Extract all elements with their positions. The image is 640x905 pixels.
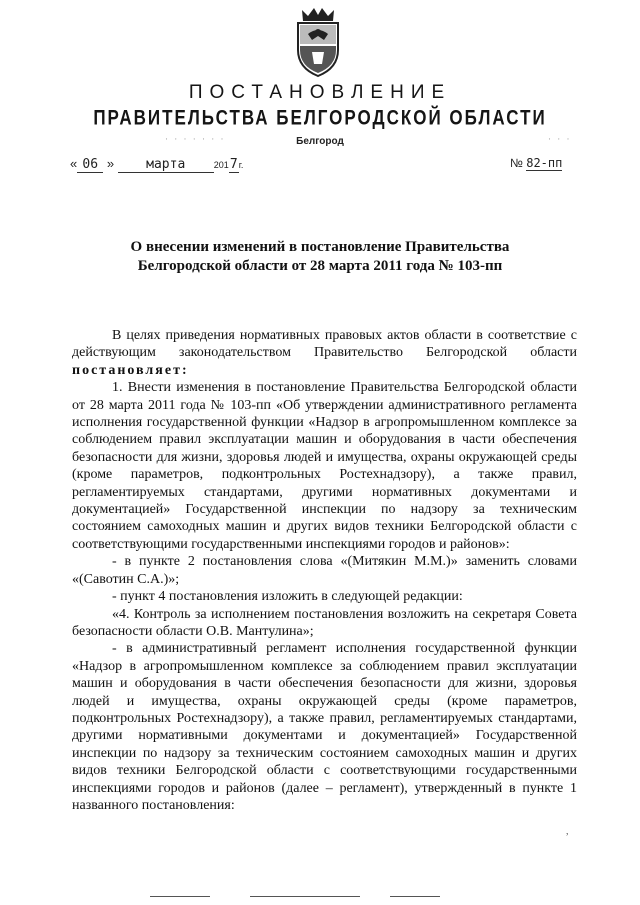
paragraph-1: 1. Внести изменения в постановление Правительства Белгородской области от 28 марта 2011 года № 103-пп «Об утверждении административного регламента исполнения государственной функции «Надзор в агропромышленном комплексе за соблюдением правил эксплуатации машин и оборудования в части обеспечения безопасности для жизни, здоровья людей и имущества, охраны окружающей среды (кроме параметров, подконтрольных Ростехнадзору), а также правил, регламентируемых стандартами, другими нормативных документами и документацией» Государственной инспекции по надзору за техническим состоянием самоходных машин и других видов техники Белгородской области с соответствующими государственными инспекциями городов и районов»:: [72, 380, 577, 552]
number-value: 82-пп: [526, 156, 563, 170]
paragraph-4: «4. Контроль за исполнением постановления возложить на секретаря Совета безопасности области О.В. Мантулина»;: [72, 606, 577, 639]
preamble: [72, 327, 577, 379]
date-quote-open: «: [70, 156, 78, 171]
decrees-word: постановляет:: [72, 362, 189, 378]
subject-line-2: Белгородской области от 28 марта 2011 года № 103-пп: [137, 258, 503, 274]
scan-artifact: · · ·: [548, 134, 572, 144]
subject-line-1: О внесении изменений в постановление Правительства: [130, 239, 510, 255]
city-name: Белгород: [296, 136, 344, 147]
footer-rule: [390, 896, 440, 897]
paragraph-2: - в пункте 2 постановления слова «(Митякин М.М.)» заменить словами «(Савотин С.А.)»;: [72, 554, 577, 587]
scan-artifact: ,: [566, 826, 569, 837]
document-subject: [0, 238, 640, 276]
date-year-digit: 7: [229, 157, 238, 172]
footer-rule: [250, 896, 360, 897]
preamble-text: В целях приведения нормативных правовых актов области в соответствие с действующим законодательством Правительство Белгородской области: [72, 328, 577, 361]
date-month: марта: [118, 158, 214, 173]
scan-artifact: · · · · · · ·: [165, 134, 226, 144]
date-day: 06: [77, 158, 103, 173]
paragraph-3: - пункт 4 постановления изложить в следующей редакции:: [112, 589, 463, 605]
number-label: №: [510, 156, 523, 170]
issuing-authority: ПРАВИТЕЛЬСТВА БЕЛГОРОДСКОЙ ОБЛАСТИ: [93, 105, 547, 130]
footer-rule: [150, 896, 210, 897]
date-year-prefix: 201: [213, 160, 229, 170]
date-year-suffix: г.: [238, 160, 244, 170]
date-quote-close: »: [106, 156, 115, 171]
paragraph-5: - в административный регламент исполнения государственной функции «Надзор в агропромышленном комплексе за соблюдением правил эксплуатации машин и оборудования в части обеспечения безопасности для жизни, здоровья людей и имущества, охраны окружающей среды (кроме параметров, подконтрольных Ростехнадзору), а также правил, регламентируемых стандартами, другими нормативными документами и документацией» Государственной инспекции по надзору за техническим состоянием самоходных машин и других видов техники Белгородской области с соответствующими государственными инспекциями городов и районов (далее – регламент), утвержденный в пункте 1 названного постановления:: [72, 641, 577, 813]
coat-of-arms-icon: [290, 6, 346, 78]
document-type-title: ПОСТАНОВЛЕНИЕ: [188, 82, 452, 103]
issue-date: [70, 156, 243, 173]
document-number: [510, 156, 562, 171]
document-body: [72, 327, 577, 814]
